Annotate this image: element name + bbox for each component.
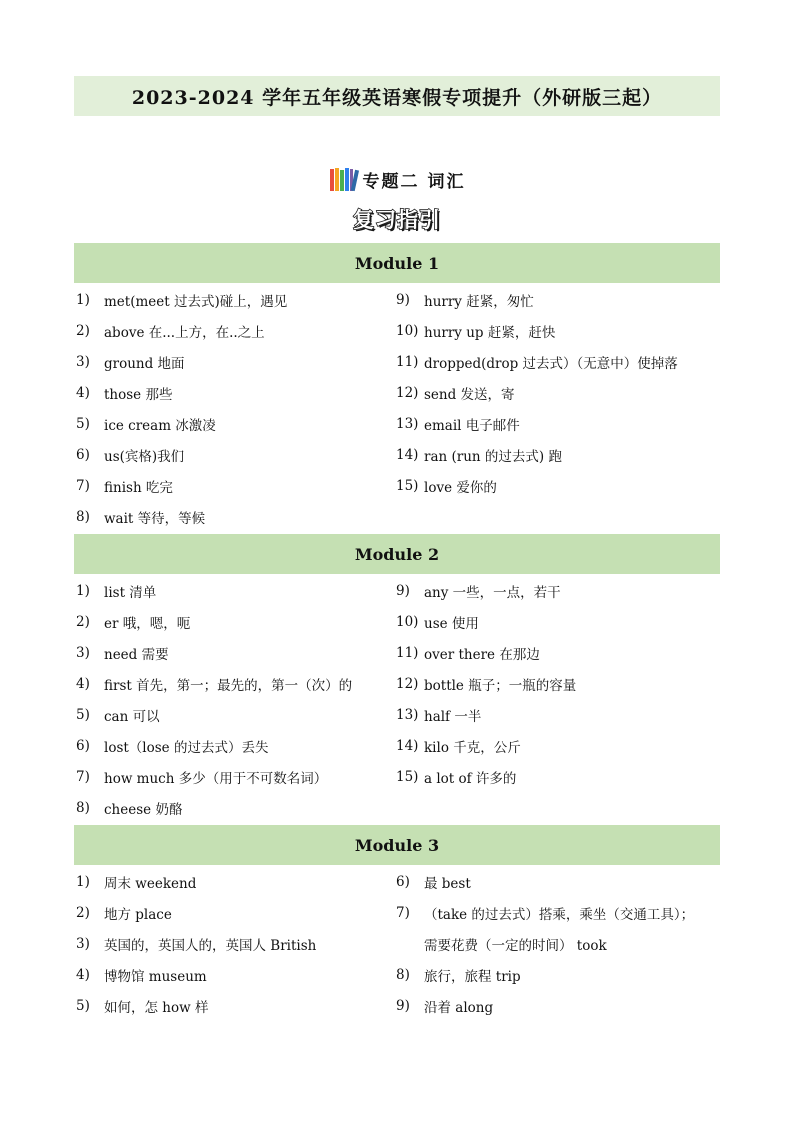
list-item (396, 699, 481, 730)
item-number: 6) (76, 737, 90, 754)
item-number: 1) (76, 873, 90, 890)
list-item (76, 501, 205, 532)
item-number: 13) (396, 706, 419, 723)
list-item (76, 928, 316, 959)
review-guide-heading (0, 204, 794, 234)
item-text: ran (run 的过去式) 跑 (424, 448, 562, 465)
item-number: 5) (76, 706, 90, 723)
item-number: 11) (396, 353, 419, 370)
item-number: 1) (76, 582, 90, 599)
item-number: 10) (396, 613, 419, 630)
item-text: list 清单 (104, 584, 157, 601)
item-text: 最 best (424, 875, 471, 892)
topic-label: 专题二 词汇 (362, 171, 466, 192)
item-text: 沿着 along (424, 999, 494, 1016)
list-item (396, 761, 516, 792)
item-number: 9) (396, 291, 410, 308)
list-item (76, 668, 352, 699)
list-item (76, 699, 160, 730)
item-text: 英国的，英国人的，英国人 British (104, 937, 317, 954)
list-item (76, 575, 156, 606)
item-text: above 在...上方，在..之上 (104, 324, 265, 341)
list-item (396, 730, 521, 761)
item-text: send 发送，寄 (424, 386, 515, 403)
item-text: half 一半 (424, 708, 482, 725)
item-text: can 可以 (104, 708, 160, 725)
list-item (396, 990, 493, 1021)
item-number: 2) (76, 613, 90, 630)
item-number: 7) (76, 768, 90, 785)
item-number: 6) (76, 446, 90, 463)
item-number: 15) (396, 477, 419, 494)
item-number: 3) (76, 353, 90, 370)
item-text: us(宾格)我们 (104, 448, 185, 465)
list-item (396, 439, 562, 470)
item-number: 14) (396, 737, 419, 754)
item-number: 9) (396, 582, 410, 599)
item-number: 1) (76, 291, 90, 308)
topic-heading (0, 164, 794, 194)
item-number: 15) (396, 768, 419, 785)
item-text: finish 吃完 (104, 479, 173, 496)
list-item (396, 668, 576, 699)
list-item (396, 897, 694, 928)
list-item (396, 315, 555, 346)
item-text: er 哦，嗯，呃 (104, 615, 191, 632)
list-item (76, 346, 185, 377)
item-text: bottle 瓶子；一瓶的容量 (424, 677, 577, 694)
list-item (396, 606, 479, 637)
item-number: 2) (76, 904, 90, 921)
module-title: Module 3 (354, 835, 440, 855)
item-number: 2) (76, 322, 90, 339)
list-item (396, 408, 520, 439)
item-number: 5) (76, 415, 90, 432)
list-item (76, 959, 207, 990)
item-text: any 一些，一点，若干 (424, 584, 561, 601)
list-item (396, 377, 515, 408)
item-number: 8) (76, 508, 90, 525)
item-text: lost（lose 的过去式）丢失 (104, 739, 269, 756)
item-number: 3) (76, 935, 90, 952)
list-item (76, 637, 169, 668)
list-item (396, 866, 471, 897)
item-number: 8) (76, 799, 90, 816)
item-number: 12) (396, 384, 419, 401)
list-item (76, 897, 172, 928)
item-text: need 需要 (104, 646, 169, 663)
item-text: use 使用 (424, 615, 479, 632)
list-item (76, 315, 265, 346)
item-text: over there 在那边 (424, 646, 540, 663)
books-icon (329, 166, 359, 192)
item-text: 地方 place (104, 906, 172, 923)
document-title: 2023-2024 学年五年级英语寒假专项提升（外研版三起） (131, 86, 663, 109)
item-text: met(meet 过去式)碰上，遇见 (104, 293, 288, 310)
item-text: （take 的过去式）搭乘，乘坐（交通工具）； (424, 906, 695, 923)
item-text: those 那些 (104, 386, 173, 403)
review-guide-label: 复习指引 (353, 208, 441, 232)
document-title-bar (74, 76, 720, 116)
list-item (76, 284, 287, 315)
item-number: 13) (396, 415, 419, 432)
item-text: kilo 千克，公斤 (424, 739, 521, 756)
module-3-header (74, 825, 720, 865)
list-item (76, 377, 172, 408)
item-number: 9) (396, 997, 410, 1014)
item-text: email 电子邮件 (424, 417, 520, 434)
item-text: wait 等待，等候 (104, 510, 206, 527)
list-item (396, 470, 497, 501)
item-number: 5) (76, 997, 90, 1014)
list-item (396, 575, 561, 606)
module-2-header (74, 534, 720, 574)
item-number: 7) (396, 904, 410, 921)
module-1-header (74, 243, 720, 283)
item-text: ice cream 冰激凌 (104, 417, 216, 434)
item-text: 旅行，旅程 trip (424, 968, 521, 985)
item-number: 8) (396, 966, 410, 983)
list-item (76, 470, 173, 501)
item-text: 博物馆 museum (104, 968, 207, 985)
list-item (76, 439, 184, 470)
item-text: hurry up 赶紧，赶快 (424, 324, 556, 341)
module-title: Module 1 (354, 253, 440, 273)
item-number: 14) (396, 446, 419, 463)
list-item (76, 761, 327, 792)
item-text: cheese 奶酪 (104, 801, 183, 818)
list-item (76, 792, 182, 823)
item-number: 6) (396, 873, 410, 890)
item-number: 4) (76, 675, 90, 692)
item-text: ground 地面 (104, 355, 185, 372)
item-text: a lot of 许多的 (424, 770, 517, 787)
item-number: 7) (76, 477, 90, 494)
list-item (76, 866, 196, 897)
list-item (76, 730, 268, 761)
list-item (76, 606, 190, 637)
item-number: 4) (76, 966, 90, 983)
item-number: 10) (396, 322, 419, 339)
list-item (76, 990, 208, 1021)
item-text: first 首先，第一；最先的，第一（次）的 (104, 677, 353, 694)
list-item (76, 408, 216, 439)
item-text: dropped(drop 过去式）（无意中）使掉落 (424, 355, 678, 372)
list-item (396, 346, 678, 377)
item-number: 3) (76, 644, 90, 661)
item-text: how much 多少（用于不可数名词） (104, 770, 328, 787)
item-number: 12) (396, 675, 419, 692)
item-text: love 爱你的 (424, 479, 497, 496)
list-item-continuation (396, 928, 607, 959)
list-item (396, 284, 534, 315)
item-text: 周末 weekend (104, 875, 197, 892)
item-text: 需要花费（一定的时间） took (424, 937, 607, 954)
module-title: Module 2 (354, 544, 440, 564)
list-item (396, 637, 540, 668)
item-number: 4) (76, 384, 90, 401)
item-text: hurry 赶紧，匆忙 (424, 293, 534, 310)
list-item (396, 959, 521, 990)
item-number: 11) (396, 644, 419, 661)
item-text: 如何，怎 how 样 (104, 999, 209, 1016)
